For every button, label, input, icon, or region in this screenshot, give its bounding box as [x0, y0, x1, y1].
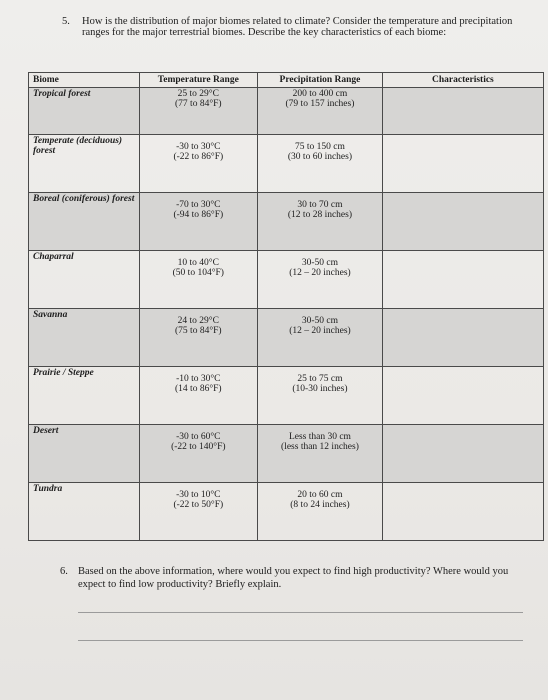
biome-name: Tropical forest	[29, 87, 140, 134]
question-6-text: Based on the above information, where would you expect to find high productivity? Where would you expect to find low productivity? Briefly explain.	[78, 566, 509, 590]
table-row	[29, 424, 544, 482]
precipitation-cell	[258, 366, 383, 424]
temperature-celsius: 25 to 29°C	[177, 88, 219, 99]
precipitation-inches: (12 – 20 inches)	[289, 268, 351, 278]
biome-name: Prairie / Steppe	[29, 366, 140, 424]
temperature-cell	[139, 134, 258, 192]
precipitation-cell	[258, 482, 383, 540]
precipitation-cm: 30 to 70 cm	[297, 199, 343, 210]
precipitation-cell	[258, 308, 383, 366]
temperature-fahrenheit: (50 to 104°F)	[172, 268, 224, 278]
characteristics-cell[interactable]	[382, 192, 543, 250]
characteristics-cell[interactable]	[382, 250, 543, 308]
header-biome: Biome	[29, 73, 140, 88]
precipitation-cm: 30-50 cm	[301, 257, 339, 268]
temperature-fahrenheit: (14 to 86°F)	[175, 384, 222, 394]
biome-name: Temperate (deciduous) forest	[29, 134, 140, 192]
precipitation-inches: (12 to 28 inches)	[287, 210, 353, 220]
temperature-cell	[139, 192, 258, 250]
characteristics-cell[interactable]	[382, 308, 543, 366]
temperature-cell	[139, 250, 258, 308]
precipitation-inches: (79 to 157 inches)	[285, 99, 355, 109]
temperature-fahrenheit: (-22 to 50°F)	[173, 500, 224, 510]
biome-name: Boreal (coniferous) forest	[29, 192, 140, 250]
precipitation-cm: 75 to 150 cm	[295, 141, 345, 152]
precipitation-cell	[258, 87, 383, 134]
temperature-cell	[139, 424, 258, 482]
question-5-text: How is the distribution of major biomes related to climate? Consider the temperature and precipitation ranges for the major terrestrial biomes. Describe the key characteristics of each biome:	[82, 16, 513, 38]
precipitation-cell	[258, 250, 383, 308]
biome-name: Tundra	[29, 482, 140, 540]
precipitation-cm: Less than 30 cm	[288, 431, 351, 442]
temperature-celsius: -10 to 30°C	[176, 373, 221, 384]
temperature-fahrenheit: (75 to 84°F)	[175, 326, 222, 336]
header-precipitation: Precipitation Range	[258, 73, 383, 88]
precipitation-cm: 30-50 cm	[301, 315, 339, 326]
characteristics-cell[interactable]	[382, 134, 543, 192]
answer-line[interactable]	[78, 612, 523, 613]
biome-table	[28, 72, 544, 541]
precipitation-inches: (10-30 inches)	[292, 384, 348, 394]
precipitation-cell	[258, 424, 383, 482]
temperature-cell	[139, 366, 258, 424]
table-row	[29, 250, 544, 308]
precipitation-cm: 25 to 75 cm	[297, 373, 343, 384]
precipitation-inches: (12 – 20 inches)	[289, 326, 351, 336]
question-6-number: 6.	[60, 566, 68, 577]
temperature-celsius: -30 to 60°C	[176, 431, 221, 442]
characteristics-cell[interactable]	[382, 87, 543, 134]
precipitation-inches: (less than 12 inches)	[281, 442, 359, 452]
answer-line[interactable]	[78, 640, 523, 641]
table-row	[29, 192, 544, 250]
biome-name: Savanna	[29, 308, 140, 366]
temperature-celsius: 24 to 29°C	[177, 315, 219, 326]
precipitation-cell	[258, 192, 383, 250]
characteristics-cell[interactable]	[382, 482, 543, 540]
header-temperature: Temperature Range	[139, 73, 258, 88]
temperature-cell	[139, 482, 258, 540]
precipitation-inches: (30 to 60 inches)	[287, 152, 353, 162]
precipitation-cm: 200 to 400 cm	[292, 88, 348, 99]
table-row	[29, 366, 544, 424]
temperature-celsius: -30 to 10°C	[176, 489, 221, 500]
characteristics-cell[interactable]	[382, 424, 543, 482]
table-row	[29, 482, 544, 540]
question-6	[60, 565, 520, 591]
question-5-number: 5.	[62, 16, 70, 27]
temperature-cell	[139, 87, 258, 134]
table-row	[29, 134, 544, 192]
table-row	[29, 87, 544, 134]
temperature-fahrenheit: (-22 to 140°F)	[171, 442, 226, 452]
temperature-celsius: 10 to 40°C	[177, 257, 219, 268]
temperature-celsius: -30 to 30°C	[176, 141, 221, 152]
temperature-fahrenheit: (77 to 84°F)	[175, 99, 222, 109]
temperature-cell	[139, 308, 258, 366]
biome-name: Desert	[29, 424, 140, 482]
temperature-celsius: -70 to 30°C	[176, 199, 221, 210]
characteristics-cell[interactable]	[382, 366, 543, 424]
question-5	[62, 16, 516, 38]
header-characteristics: Characteristics	[382, 73, 543, 88]
biome-name: Chaparral	[29, 250, 140, 308]
precipitation-inches: (8 to 24 inches)	[290, 500, 350, 510]
table-header-row	[29, 73, 544, 88]
table-row	[29, 308, 544, 366]
temperature-fahrenheit: (-22 to 86°F)	[173, 152, 224, 162]
precipitation-cm: 20 to 60 cm	[297, 489, 343, 500]
precipitation-cell	[258, 134, 383, 192]
temperature-fahrenheit: (-94 to 86°F)	[173, 210, 224, 220]
